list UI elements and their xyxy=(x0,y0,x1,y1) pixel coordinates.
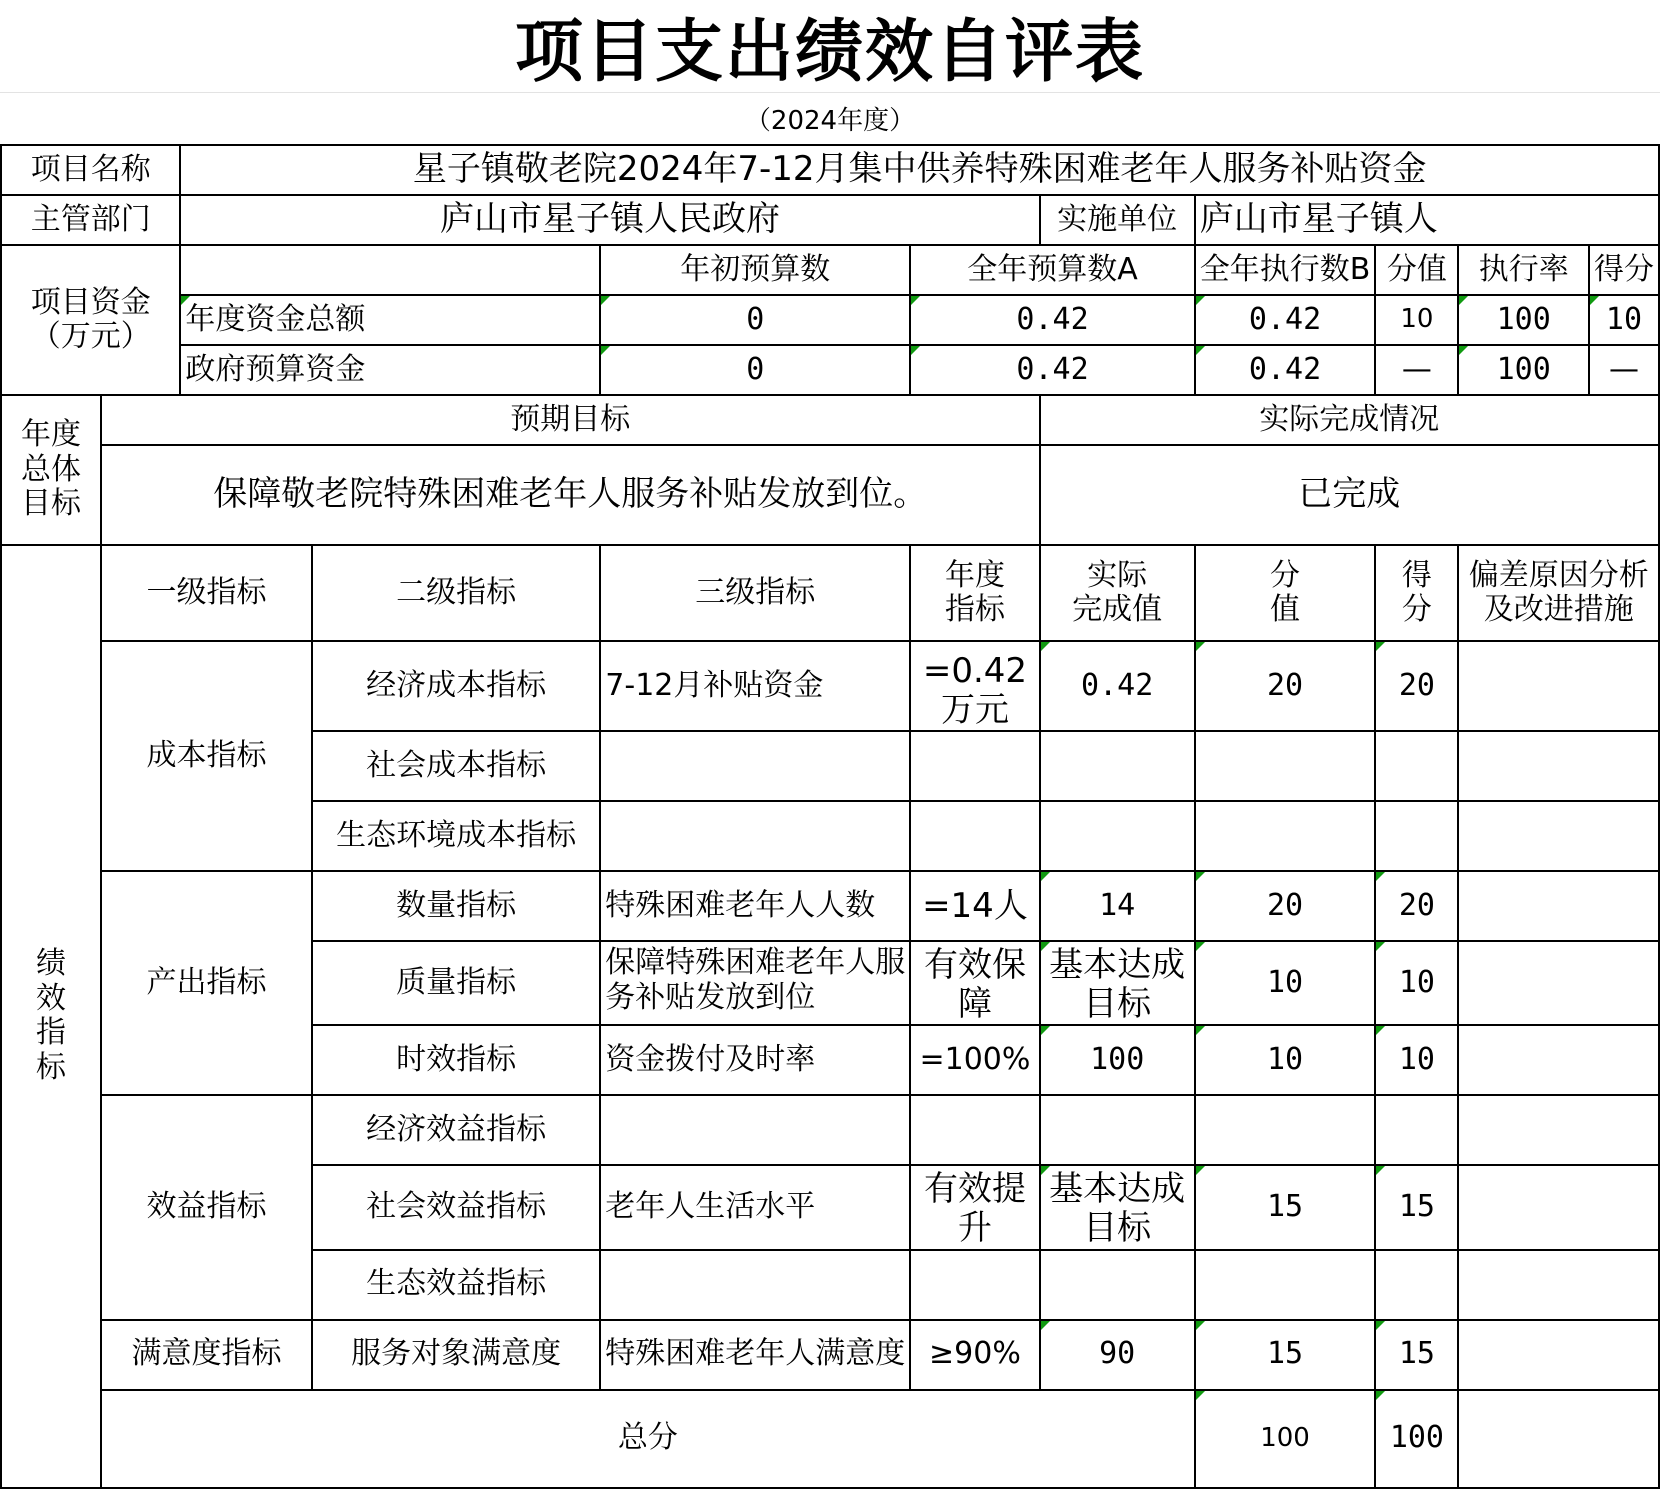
funds-row-annual: 0.42 xyxy=(910,345,1194,395)
funds-header-rate: 执行率 xyxy=(1458,245,1588,295)
funds-row-initial: 0 xyxy=(600,345,910,395)
indicator-target xyxy=(910,731,1039,801)
indicator-weight xyxy=(1195,731,1376,801)
goal-expected-text: 保障敬老院特殊困难老年人服务补贴发放到位。 xyxy=(101,445,1040,545)
indicator-level3 xyxy=(600,1250,910,1320)
header-score-line: 分 xyxy=(1401,592,1432,627)
implementer-label: 实施单位 xyxy=(1040,195,1195,245)
indicator-actual: 90 xyxy=(1040,1320,1195,1390)
indicator-deviation xyxy=(1458,1095,1659,1165)
indicator-score: 20 xyxy=(1375,641,1458,731)
header-target-line: 指标 xyxy=(944,592,1005,627)
indicator-weight: 20 xyxy=(1195,871,1376,941)
header-actual-line: 实际 xyxy=(1087,557,1148,593)
indicator-level3: 7-12月补贴资金 xyxy=(600,641,910,731)
funds-header-executed: 全年执行数B xyxy=(1195,245,1376,295)
funds-header-weight: 分值 xyxy=(1375,245,1458,295)
indicator-header-row xyxy=(1,545,1659,641)
indicator-level3 xyxy=(600,801,910,871)
funds-row xyxy=(1,345,1659,395)
indicator-target: =0.42万元 xyxy=(910,641,1039,731)
indicator-level3: 特殊困难老年人满意度 xyxy=(600,1320,910,1390)
funds-header-score: 得分 xyxy=(1589,245,1659,295)
indicator-level2: 生态效益指标 xyxy=(312,1250,600,1320)
indicator-actual: 14 xyxy=(1040,871,1195,941)
project-name-label: 项目名称 xyxy=(1,145,180,195)
indicator-actual: 基本达成目标 xyxy=(1040,1165,1195,1249)
page-subtitle: （2024年度） xyxy=(0,92,1660,143)
header-level1: 一级指标 xyxy=(101,545,312,641)
indicator-target: 有效保障 xyxy=(910,941,1039,1025)
funds-header-initial: 年初预算数 xyxy=(600,245,910,295)
indicator-side-char: 效 xyxy=(35,980,66,1016)
goal-label-line: 目标 xyxy=(20,486,81,522)
funds-row-weight: — xyxy=(1375,345,1458,395)
indicator-deviation xyxy=(1458,1025,1659,1095)
funds-row-executed: 0.42 xyxy=(1195,345,1376,395)
funds-label xyxy=(1,245,180,395)
indicator-deviation xyxy=(1458,871,1659,941)
funds-row-score: 10 xyxy=(1589,295,1659,345)
header-actual xyxy=(1040,545,1195,641)
indicator-actual xyxy=(1040,801,1195,871)
indicator-level2: 社会效益指标 xyxy=(312,1165,600,1249)
indicator-side-char: 标 xyxy=(35,1049,66,1085)
indicator-actual xyxy=(1040,1095,1195,1165)
indicator-deviation xyxy=(1458,641,1659,731)
indicator-target: =100% xyxy=(910,1025,1039,1095)
goal-expected-header: 预期目标 xyxy=(101,395,1040,445)
funds-row xyxy=(1,295,1659,345)
indicator-weight: 20 xyxy=(1195,641,1376,731)
header-deviation-line: 偏差原因分析 xyxy=(1468,557,1649,593)
header-score xyxy=(1375,545,1458,641)
indicator-level3: 保障特殊困难老年人服务补贴发放到位 xyxy=(600,941,910,1025)
header-target xyxy=(910,545,1039,641)
indicator-target xyxy=(910,1095,1039,1165)
indicator-weight: 15 xyxy=(1195,1165,1376,1249)
indicator-level1: 满意度指标 xyxy=(101,1320,312,1390)
indicator-weight xyxy=(1195,1250,1376,1320)
total-deviation xyxy=(1458,1390,1659,1488)
header-deviation-line: 及改进措施 xyxy=(1483,592,1634,627)
header-weight xyxy=(1195,545,1376,641)
implementer-value: 庐山市星子镇人 xyxy=(1195,195,1659,245)
indicator-actual: 0.42 xyxy=(1040,641,1195,731)
indicator-target: ≥90% xyxy=(910,1320,1039,1390)
indicator-level2: 经济效益指标 xyxy=(312,1095,600,1165)
indicator-weight: 15 xyxy=(1195,1320,1376,1390)
total-label: 总分 xyxy=(101,1390,1195,1488)
project-name-value: 星子镇敬老院2024年7-12月集中供养特殊困难老年人服务补贴资金 xyxy=(180,145,1659,195)
indicator-score: 15 xyxy=(1375,1165,1458,1249)
indicator-score xyxy=(1375,801,1458,871)
indicator-level1: 产出指标 xyxy=(101,871,312,1095)
indicator-score: 10 xyxy=(1375,1025,1458,1095)
indicator-deviation xyxy=(1458,731,1659,801)
goal-label xyxy=(1,395,101,545)
indicator-deviation xyxy=(1458,941,1659,1025)
goal-actual-text: 已完成 xyxy=(1040,445,1659,545)
funds-header-blank xyxy=(180,245,600,295)
total-score: 100 xyxy=(1375,1390,1458,1488)
funds-label-line1: 项目资金 xyxy=(30,284,151,320)
indicator-level2: 数量指标 xyxy=(312,871,600,941)
department-row xyxy=(1,195,1659,245)
header-weight-line: 值 xyxy=(1270,592,1301,627)
total-weight: 100 xyxy=(1195,1390,1376,1488)
indicator-score xyxy=(1375,1250,1458,1320)
indicator-level2: 质量指标 xyxy=(312,941,600,1025)
header-weight-line: 分 xyxy=(1270,557,1301,593)
indicator-target xyxy=(910,1250,1039,1320)
funds-row-annual: 0.42 xyxy=(910,295,1194,345)
indicator-level2: 社会成本指标 xyxy=(312,731,600,801)
page-title: 项目支出绩效自评表 xyxy=(514,11,1145,92)
indicator-weight xyxy=(1195,1095,1376,1165)
indicator-level3: 特殊困难老年人人数 xyxy=(600,871,910,941)
indicator-target xyxy=(910,801,1039,871)
indicator-weight xyxy=(1195,801,1376,871)
funds-row-label: 政府预算资金 xyxy=(180,345,600,395)
indicator-level3 xyxy=(600,1095,910,1165)
indicator-level1: 成本指标 xyxy=(101,641,312,871)
indicator-score xyxy=(1375,731,1458,801)
indicator-level3 xyxy=(600,731,910,801)
funds-header-row xyxy=(1,245,1659,295)
goal-label-line: 年度 xyxy=(20,417,81,453)
indicator-actual xyxy=(1040,731,1195,801)
goal-label-line: 总体 xyxy=(20,451,81,487)
indicator-level1: 效益指标 xyxy=(101,1095,312,1319)
funds-row-rate: 100 xyxy=(1458,295,1588,345)
department-value: 庐山市星子镇人民政府 xyxy=(180,195,1039,245)
department-label: 主管部门 xyxy=(1,195,180,245)
indicator-row xyxy=(1,1320,1659,1390)
project-name-row xyxy=(1,145,1659,195)
indicator-row xyxy=(1,871,1659,941)
funds-row-label: 年度资金总额 xyxy=(180,295,600,345)
indicator-level2: 服务对象满意度 xyxy=(312,1320,600,1390)
indicator-row xyxy=(1,641,1659,731)
indicator-row xyxy=(1,1095,1659,1165)
indicator-weight: 10 xyxy=(1195,1025,1376,1095)
indicator-level2: 生态环境成本指标 xyxy=(312,801,600,871)
indicator-level3: 资金拨付及时率 xyxy=(600,1025,910,1095)
funds-row-rate: 100 xyxy=(1458,345,1588,395)
indicator-score xyxy=(1375,1095,1458,1165)
header-level2: 二级指标 xyxy=(312,545,600,641)
indicator-actual: 基本达成目标 xyxy=(1040,941,1195,1025)
indicator-side-char: 指 xyxy=(35,1015,66,1051)
goal-actual-header: 实际完成情况 xyxy=(1040,395,1659,445)
indicator-deviation xyxy=(1458,1250,1659,1320)
indicator-side-char: 绩 xyxy=(35,946,66,982)
indicator-deviation xyxy=(1458,801,1659,871)
goal-content-row xyxy=(1,445,1659,545)
indicator-weight: 10 xyxy=(1195,941,1376,1025)
funds-row-initial: 0 xyxy=(600,295,910,345)
indicator-level3: 老年人生活水平 xyxy=(600,1165,910,1249)
funds-header-annual: 全年预算数A xyxy=(910,245,1194,295)
indicator-actual xyxy=(1040,1250,1195,1320)
funds-row-executed: 0.42 xyxy=(1195,295,1376,345)
indicator-target: =14人 xyxy=(910,871,1039,941)
indicator-actual: 100 xyxy=(1040,1025,1195,1095)
total-row xyxy=(1,1390,1659,1488)
funds-label-line2: （万元） xyxy=(30,319,151,354)
indicator-level2: 经济成本指标 xyxy=(312,641,600,731)
indicator-deviation xyxy=(1458,1165,1659,1249)
funds-row-weight: 10 xyxy=(1375,295,1458,345)
evaluation-table xyxy=(0,144,1660,1489)
goal-header-row xyxy=(1,395,1659,445)
indicator-score: 15 xyxy=(1375,1320,1458,1390)
indicator-score: 20 xyxy=(1375,871,1458,941)
header-actual-line: 完成值 xyxy=(1072,592,1163,627)
header-level3: 三级指标 xyxy=(600,545,910,641)
indicator-target: 有效提升 xyxy=(910,1165,1039,1249)
indicator-deviation xyxy=(1458,1320,1659,1390)
indicator-side-label xyxy=(1,545,101,1488)
indicator-level2: 时效指标 xyxy=(312,1025,600,1095)
funds-row-score: — xyxy=(1589,345,1659,395)
header-score-line: 得 xyxy=(1401,557,1432,593)
indicator-score: 10 xyxy=(1375,941,1458,1025)
header-target-line: 年度 xyxy=(944,557,1005,593)
header-deviation xyxy=(1458,545,1659,641)
